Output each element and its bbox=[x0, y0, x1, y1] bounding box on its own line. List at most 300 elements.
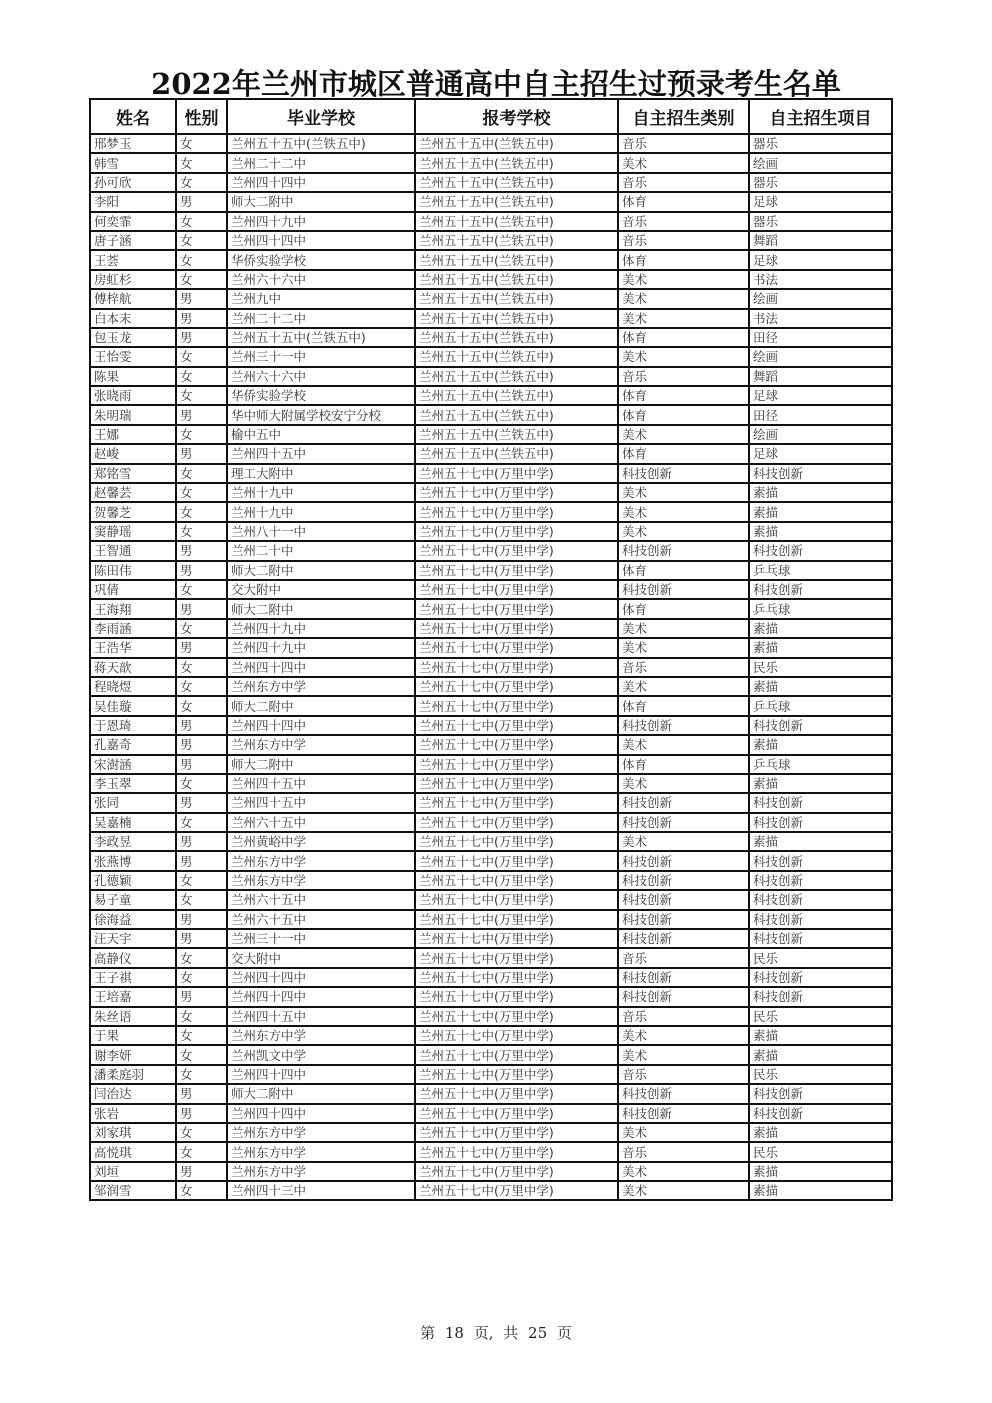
table-row bbox=[90, 405, 892, 424]
cell-name: 赵峻 bbox=[90, 444, 176, 463]
cell-name: 徐海益 bbox=[90, 910, 176, 929]
cell-name: 朱丝语 bbox=[90, 1007, 176, 1026]
table-row bbox=[90, 968, 892, 987]
cell-category: 体育 bbox=[618, 561, 749, 580]
cell-graduate-school: 师大二附中 bbox=[227, 192, 415, 211]
cell-name: 白本末 bbox=[90, 309, 176, 328]
cell-graduate-school: 兰州六十六中 bbox=[227, 270, 415, 289]
table-row bbox=[90, 696, 892, 715]
cell-gender: 女 bbox=[176, 1181, 227, 1200]
cell-graduate-school: 华侨实验学校 bbox=[227, 250, 415, 269]
cell-name: 王荟 bbox=[90, 250, 176, 269]
cell-gender: 男 bbox=[176, 192, 227, 211]
cell-applied-school: 兰州五十五中(兰铁五中) bbox=[415, 270, 618, 289]
table-row bbox=[90, 502, 892, 521]
table-row bbox=[90, 871, 892, 890]
cell-graduate-school: 兰州六十五中 bbox=[227, 813, 415, 832]
cell-applied-school: 兰州五十七中(万里中学) bbox=[415, 677, 618, 696]
cell-gender: 男 bbox=[176, 1104, 227, 1123]
cell-gender: 女 bbox=[176, 696, 227, 715]
cell-category: 美术 bbox=[618, 347, 749, 366]
cell-gender: 女 bbox=[176, 1045, 227, 1064]
cell-category: 美术 bbox=[618, 1162, 749, 1181]
cell-graduate-school: 兰州四十九中 bbox=[227, 638, 415, 657]
cell-graduate-school: 兰州六十五中 bbox=[227, 910, 415, 929]
cell-gender: 男 bbox=[176, 987, 227, 1006]
cell-applied-school: 兰州五十五中(兰铁五中) bbox=[415, 425, 618, 444]
cell-project: 素描 bbox=[749, 1181, 892, 1200]
cell-applied-school: 兰州五十七中(万里中学) bbox=[415, 638, 618, 657]
cell-name: 汪天宇 bbox=[90, 929, 176, 948]
cell-project: 绘画 bbox=[749, 289, 892, 308]
cell-graduate-school: 兰州四十九中 bbox=[227, 212, 415, 231]
cell-project: 乒乓球 bbox=[749, 599, 892, 618]
cell-graduate-school: 榆中五中 bbox=[227, 425, 415, 444]
cell-gender: 女 bbox=[176, 774, 227, 793]
table-row bbox=[90, 735, 892, 754]
table-row bbox=[90, 464, 892, 483]
cell-project: 素描 bbox=[749, 774, 892, 793]
cell-gender: 男 bbox=[176, 289, 227, 308]
cell-category: 美术 bbox=[618, 483, 749, 502]
cell-name: 易子童 bbox=[90, 890, 176, 909]
cell-applied-school: 兰州五十七中(万里中学) bbox=[415, 929, 618, 948]
cell-project: 足球 bbox=[749, 192, 892, 211]
cell-category: 音乐 bbox=[618, 134, 749, 153]
cell-applied-school: 兰州五十七中(万里中学) bbox=[415, 522, 618, 541]
cell-graduate-school: 兰州三十一中 bbox=[227, 347, 415, 366]
cell-project: 素描 bbox=[749, 638, 892, 657]
cell-category: 体育 bbox=[618, 250, 749, 269]
table-row bbox=[90, 444, 892, 463]
cell-gender: 女 bbox=[176, 483, 227, 502]
cell-applied-school: 兰州五十七中(万里中学) bbox=[415, 774, 618, 793]
cell-name: 朱明瑞 bbox=[90, 405, 176, 424]
cell-graduate-school: 兰州东方中学 bbox=[227, 1026, 415, 1045]
cell-applied-school: 兰州五十七中(万里中学) bbox=[415, 1142, 618, 1161]
cell-category: 美术 bbox=[618, 832, 749, 851]
cell-category: 美术 bbox=[618, 522, 749, 541]
cell-name: 李玉翠 bbox=[90, 774, 176, 793]
cell-category: 科技创新 bbox=[618, 580, 749, 599]
cell-graduate-school: 兰州四十四中 bbox=[227, 968, 415, 987]
cell-project: 素描 bbox=[749, 522, 892, 541]
cell-graduate-school: 兰州东方中学 bbox=[227, 871, 415, 890]
cell-applied-school: 兰州五十七中(万里中学) bbox=[415, 968, 618, 987]
table-row bbox=[90, 638, 892, 657]
cell-name: 王培嘉 bbox=[90, 987, 176, 1006]
cell-category: 体育 bbox=[618, 696, 749, 715]
cell-category: 音乐 bbox=[618, 231, 749, 250]
table-row bbox=[90, 910, 892, 929]
cell-name: 李阳 bbox=[90, 192, 176, 211]
cell-applied-school: 兰州五十七中(万里中学) bbox=[415, 832, 618, 851]
cell-category: 体育 bbox=[618, 405, 749, 424]
cell-gender: 男 bbox=[176, 444, 227, 463]
cell-name: 孔德颖 bbox=[90, 871, 176, 890]
cell-gender: 女 bbox=[176, 1026, 227, 1045]
candidate-table bbox=[89, 98, 893, 1201]
header-project: 自主招生项目 bbox=[749, 99, 892, 134]
cell-project: 乒乓球 bbox=[749, 561, 892, 580]
cell-name: 吴嘉楠 bbox=[90, 813, 176, 832]
cell-project: 素描 bbox=[749, 1026, 892, 1045]
cell-graduate-school: 兰州东方中学 bbox=[227, 1142, 415, 1161]
cell-gender: 女 bbox=[176, 948, 227, 967]
table-row bbox=[90, 250, 892, 269]
cell-gender: 男 bbox=[176, 716, 227, 735]
cell-graduate-school: 交大附中 bbox=[227, 580, 415, 599]
cell-project: 素描 bbox=[749, 502, 892, 521]
cell-gender: 男 bbox=[176, 309, 227, 328]
cell-gender: 女 bbox=[176, 270, 227, 289]
cell-project: 器乐 bbox=[749, 173, 892, 192]
cell-category: 音乐 bbox=[618, 1007, 749, 1026]
cell-name: 高静仪 bbox=[90, 948, 176, 967]
table-row bbox=[90, 619, 892, 638]
cell-applied-school: 兰州五十七中(万里中学) bbox=[415, 755, 618, 774]
header-gender: 性别 bbox=[176, 99, 227, 134]
cell-graduate-school: 兰州东方中学 bbox=[227, 677, 415, 696]
table-body bbox=[90, 134, 892, 1200]
cell-graduate-school: 师大二附中 bbox=[227, 755, 415, 774]
cell-gender: 男 bbox=[176, 851, 227, 870]
cell-gender: 女 bbox=[176, 619, 227, 638]
table-row bbox=[90, 367, 892, 386]
cell-project: 舞蹈 bbox=[749, 367, 892, 386]
cell-gender: 女 bbox=[176, 813, 227, 832]
cell-gender: 女 bbox=[176, 173, 227, 192]
cell-graduate-school: 兰州四十五中 bbox=[227, 793, 415, 812]
cell-gender: 男 bbox=[176, 832, 227, 851]
cell-project: 田径 bbox=[749, 405, 892, 424]
cell-project: 素描 bbox=[749, 735, 892, 754]
cell-gender: 女 bbox=[176, 212, 227, 231]
cell-applied-school: 兰州五十七中(万里中学) bbox=[415, 619, 618, 638]
cell-category: 美术 bbox=[618, 638, 749, 657]
cell-category: 美术 bbox=[618, 1181, 749, 1200]
cell-name: 于果 bbox=[90, 1026, 176, 1045]
table-row bbox=[90, 1142, 892, 1161]
cell-gender: 女 bbox=[176, 347, 227, 366]
cell-project: 器乐 bbox=[749, 134, 892, 153]
cell-project: 足球 bbox=[749, 386, 892, 405]
cell-name: 巩倩 bbox=[90, 580, 176, 599]
cell-name: 王怡雯 bbox=[90, 347, 176, 366]
cell-gender: 女 bbox=[176, 890, 227, 909]
cell-applied-school: 兰州五十七中(万里中学) bbox=[415, 851, 618, 870]
cell-applied-school: 兰州五十七中(万里中学) bbox=[415, 987, 618, 1006]
cell-project: 科技创新 bbox=[749, 890, 892, 909]
cell-category: 科技创新 bbox=[618, 813, 749, 832]
cell-name: 邢梦玉 bbox=[90, 134, 176, 153]
cell-applied-school: 兰州五十七中(万里中学) bbox=[415, 502, 618, 521]
cell-gender: 男 bbox=[176, 599, 227, 618]
table-row bbox=[90, 192, 892, 211]
cell-project: 乒乓球 bbox=[749, 755, 892, 774]
cell-applied-school: 兰州五十七中(万里中学) bbox=[415, 599, 618, 618]
cell-applied-school: 兰州五十五中(兰铁五中) bbox=[415, 328, 618, 347]
cell-graduate-school: 兰州四十九中 bbox=[227, 619, 415, 638]
header-name: 姓名 bbox=[90, 99, 176, 134]
cell-graduate-school: 兰州二十二中 bbox=[227, 153, 415, 172]
cell-project: 绘画 bbox=[749, 425, 892, 444]
cell-name: 孙可欣 bbox=[90, 173, 176, 192]
cell-gender: 男 bbox=[176, 929, 227, 948]
cell-applied-school: 兰州五十七中(万里中学) bbox=[415, 1181, 618, 1200]
cell-applied-school: 兰州五十七中(万里中学) bbox=[415, 1123, 618, 1142]
cell-project: 素描 bbox=[749, 619, 892, 638]
cell-name: 吴佳璇 bbox=[90, 696, 176, 715]
cell-gender: 女 bbox=[176, 1142, 227, 1161]
cell-project: 素描 bbox=[749, 1123, 892, 1142]
cell-category: 音乐 bbox=[618, 658, 749, 677]
cell-project: 科技创新 bbox=[749, 716, 892, 735]
cell-category: 科技创新 bbox=[618, 1104, 749, 1123]
cell-gender: 男 bbox=[176, 910, 227, 929]
cell-category: 美术 bbox=[618, 677, 749, 696]
cell-gender: 女 bbox=[176, 386, 227, 405]
cell-graduate-school: 兰州十九中 bbox=[227, 483, 415, 502]
cell-project: 民乐 bbox=[749, 1065, 892, 1084]
cell-gender: 女 bbox=[176, 464, 227, 483]
table-header-row bbox=[90, 99, 892, 134]
table-row bbox=[90, 774, 892, 793]
cell-graduate-school: 兰州四十五中 bbox=[227, 1007, 415, 1026]
cell-name: 于恩琦 bbox=[90, 716, 176, 735]
cell-category: 美术 bbox=[618, 502, 749, 521]
cell-graduate-school: 兰州东方中学 bbox=[227, 1123, 415, 1142]
cell-category: 科技创新 bbox=[618, 929, 749, 948]
cell-graduate-school: 兰州四十四中 bbox=[227, 1104, 415, 1123]
cell-gender: 女 bbox=[176, 968, 227, 987]
table-row bbox=[90, 173, 892, 192]
cell-applied-school: 兰州五十七中(万里中学) bbox=[415, 1045, 618, 1064]
cell-name: 张同 bbox=[90, 793, 176, 812]
table-row bbox=[90, 386, 892, 405]
cell-category: 体育 bbox=[618, 328, 749, 347]
cell-gender: 女 bbox=[176, 522, 227, 541]
cell-project: 科技创新 bbox=[749, 851, 892, 870]
cell-category: 美术 bbox=[618, 153, 749, 172]
cell-category: 科技创新 bbox=[618, 851, 749, 870]
cell-project: 器乐 bbox=[749, 212, 892, 231]
cell-applied-school: 兰州五十七中(万里中学) bbox=[415, 464, 618, 483]
cell-graduate-school: 理工大附中 bbox=[227, 464, 415, 483]
cell-graduate-school: 华中师大附属学校安宁分校 bbox=[227, 405, 415, 424]
cell-graduate-school: 师大二附中 bbox=[227, 696, 415, 715]
table-row bbox=[90, 929, 892, 948]
cell-category: 美术 bbox=[618, 1045, 749, 1064]
cell-gender: 男 bbox=[176, 541, 227, 560]
cell-name: 何奕霏 bbox=[90, 212, 176, 231]
cell-gender: 男 bbox=[176, 1162, 227, 1181]
table-row bbox=[90, 1007, 892, 1026]
cell-project: 科技创新 bbox=[749, 541, 892, 560]
cell-category: 科技创新 bbox=[618, 871, 749, 890]
cell-gender: 女 bbox=[176, 871, 227, 890]
cell-category: 科技创新 bbox=[618, 716, 749, 735]
cell-name: 王子祺 bbox=[90, 968, 176, 987]
cell-graduate-school: 兰州四十四中 bbox=[227, 1065, 415, 1084]
table-row bbox=[90, 716, 892, 735]
cell-gender: 女 bbox=[176, 231, 227, 250]
cell-category: 科技创新 bbox=[618, 1084, 749, 1103]
cell-applied-school: 兰州五十七中(万里中学) bbox=[415, 1065, 618, 1084]
cell-category: 美术 bbox=[618, 270, 749, 289]
cell-applied-school: 兰州五十七中(万里中学) bbox=[415, 793, 618, 812]
cell-applied-school: 兰州五十七中(万里中学) bbox=[415, 561, 618, 580]
table-row bbox=[90, 677, 892, 696]
table-row bbox=[90, 793, 892, 812]
header-graduate-school: 毕业学校 bbox=[227, 99, 415, 134]
cell-graduate-school: 兰州六十六中 bbox=[227, 367, 415, 386]
table-row bbox=[90, 948, 892, 967]
table-row bbox=[90, 1026, 892, 1045]
table-row bbox=[90, 813, 892, 832]
table-row bbox=[90, 541, 892, 560]
table-row bbox=[90, 658, 892, 677]
cell-graduate-school: 兰州二十中 bbox=[227, 541, 415, 560]
cell-project: 科技创新 bbox=[749, 464, 892, 483]
cell-graduate-school: 兰州八十一中 bbox=[227, 522, 415, 541]
cell-project: 田径 bbox=[749, 328, 892, 347]
table-row bbox=[90, 134, 892, 153]
cell-name: 韩雪 bbox=[90, 153, 176, 172]
cell-project: 科技创新 bbox=[749, 910, 892, 929]
cell-graduate-school: 兰州十九中 bbox=[227, 502, 415, 521]
cell-name: 王智通 bbox=[90, 541, 176, 560]
cell-name: 邹润雪 bbox=[90, 1181, 176, 1200]
cell-applied-school: 兰州五十七中(万里中学) bbox=[415, 1162, 618, 1181]
cell-graduate-school: 兰州五十五中(兰铁五中) bbox=[227, 134, 415, 153]
cell-gender: 女 bbox=[176, 153, 227, 172]
cell-category: 科技创新 bbox=[618, 541, 749, 560]
table-row bbox=[90, 231, 892, 250]
table-row bbox=[90, 1123, 892, 1142]
cell-applied-school: 兰州五十五中(兰铁五中) bbox=[415, 153, 618, 172]
cell-applied-school: 兰州五十七中(万里中学) bbox=[415, 541, 618, 560]
table-row bbox=[90, 561, 892, 580]
cell-name: 陈果 bbox=[90, 367, 176, 386]
cell-name: 包玉龙 bbox=[90, 328, 176, 347]
cell-category: 音乐 bbox=[618, 173, 749, 192]
cell-applied-school: 兰州五十五中(兰铁五中) bbox=[415, 231, 618, 250]
cell-graduate-school: 兰州四十四中 bbox=[227, 231, 415, 250]
cell-project: 素描 bbox=[749, 483, 892, 502]
cell-project: 民乐 bbox=[749, 1142, 892, 1161]
cell-applied-school: 兰州五十五中(兰铁五中) bbox=[415, 134, 618, 153]
cell-project: 足球 bbox=[749, 250, 892, 269]
cell-name: 谢李妍 bbox=[90, 1045, 176, 1064]
cell-gender: 男 bbox=[176, 1084, 227, 1103]
cell-applied-school: 兰州五十七中(万里中学) bbox=[415, 716, 618, 735]
table-row bbox=[90, 851, 892, 870]
cell-project: 素描 bbox=[749, 832, 892, 851]
cell-project: 科技创新 bbox=[749, 968, 892, 987]
cell-category: 体育 bbox=[618, 386, 749, 405]
table-row bbox=[90, 328, 892, 347]
cell-name: 孔嘉奇 bbox=[90, 735, 176, 754]
cell-project: 科技创新 bbox=[749, 1104, 892, 1123]
cell-name: 潘柔庭羽 bbox=[90, 1065, 176, 1084]
cell-gender: 男 bbox=[176, 638, 227, 657]
cell-gender: 女 bbox=[176, 250, 227, 269]
cell-name: 张燕博 bbox=[90, 851, 176, 870]
cell-category: 科技创新 bbox=[618, 890, 749, 909]
cell-applied-school: 兰州五十七中(万里中学) bbox=[415, 580, 618, 599]
cell-gender: 女 bbox=[176, 1123, 227, 1142]
cell-applied-school: 兰州五十五中(兰铁五中) bbox=[415, 347, 618, 366]
cell-project: 素描 bbox=[749, 1045, 892, 1064]
cell-category: 美术 bbox=[618, 425, 749, 444]
table-row bbox=[90, 890, 892, 909]
table-row bbox=[90, 1084, 892, 1103]
cell-gender: 女 bbox=[176, 134, 227, 153]
cell-project: 素描 bbox=[749, 1162, 892, 1181]
cell-category: 体育 bbox=[618, 192, 749, 211]
cell-applied-school: 兰州五十七中(万里中学) bbox=[415, 696, 618, 715]
cell-project: 乒乓球 bbox=[749, 696, 892, 715]
cell-applied-school: 兰州五十七中(万里中学) bbox=[415, 1104, 618, 1123]
table-row bbox=[90, 1104, 892, 1123]
cell-applied-school: 兰州五十七中(万里中学) bbox=[415, 483, 618, 502]
cell-graduate-school: 师大二附中 bbox=[227, 1084, 415, 1103]
cell-category: 美术 bbox=[618, 309, 749, 328]
cell-graduate-school: 兰州三十一中 bbox=[227, 929, 415, 948]
cell-category: 音乐 bbox=[618, 212, 749, 231]
cell-gender: 男 bbox=[176, 328, 227, 347]
table-row bbox=[90, 599, 892, 618]
cell-applied-school: 兰州五十七中(万里中学) bbox=[415, 658, 618, 677]
cell-graduate-school: 兰州东方中学 bbox=[227, 735, 415, 754]
cell-gender: 男 bbox=[176, 405, 227, 424]
cell-name: 房虹杉 bbox=[90, 270, 176, 289]
cell-name: 宋澍涵 bbox=[90, 755, 176, 774]
cell-project: 科技创新 bbox=[749, 793, 892, 812]
page-footer: 第 18 页, 共 25 页 bbox=[420, 1324, 572, 1342]
cell-category: 科技创新 bbox=[618, 987, 749, 1006]
cell-name: 李雨涵 bbox=[90, 619, 176, 638]
table-row bbox=[90, 347, 892, 366]
cell-gender: 女 bbox=[176, 367, 227, 386]
cell-gender: 男 bbox=[176, 735, 227, 754]
cell-graduate-school: 兰州四十三中 bbox=[227, 1181, 415, 1200]
cell-applied-school: 兰州五十五中(兰铁五中) bbox=[415, 386, 618, 405]
cell-project: 科技创新 bbox=[749, 987, 892, 1006]
cell-category: 美术 bbox=[618, 774, 749, 793]
cell-applied-school: 兰州五十七中(万里中学) bbox=[415, 1026, 618, 1045]
cell-applied-school: 兰州五十五中(兰铁五中) bbox=[415, 173, 618, 192]
cell-project: 素描 bbox=[749, 677, 892, 696]
cell-applied-school: 兰州五十五中(兰铁五中) bbox=[415, 309, 618, 328]
cell-graduate-school: 兰州东方中学 bbox=[227, 1162, 415, 1181]
cell-category: 科技创新 bbox=[618, 793, 749, 812]
table-row bbox=[90, 1065, 892, 1084]
cell-category: 美术 bbox=[618, 1123, 749, 1142]
cell-project: 足球 bbox=[749, 444, 892, 463]
cell-name: 王海翔 bbox=[90, 599, 176, 618]
cell-gender: 男 bbox=[176, 793, 227, 812]
cell-project: 绘画 bbox=[749, 153, 892, 172]
table-row bbox=[90, 153, 892, 172]
cell-graduate-school: 华侨实验学校 bbox=[227, 386, 415, 405]
cell-applied-school: 兰州五十五中(兰铁五中) bbox=[415, 405, 618, 424]
cell-project: 民乐 bbox=[749, 1007, 892, 1026]
cell-gender: 女 bbox=[176, 1007, 227, 1026]
cell-name: 蒋天歆 bbox=[90, 658, 176, 677]
cell-name: 闫治达 bbox=[90, 1084, 176, 1103]
